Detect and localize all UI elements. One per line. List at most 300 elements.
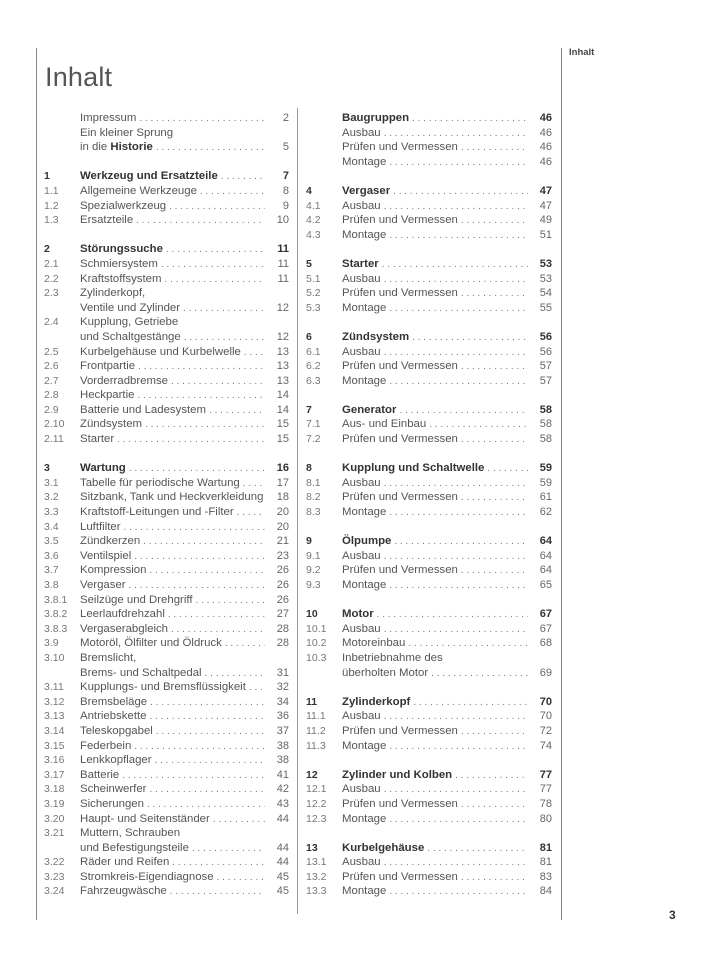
toc-entry[interactable] [44,199,289,214]
toc-entry[interactable] [44,563,289,578]
dot-leader [384,477,528,492]
page-ref: 32 [276,681,289,694]
toc-entry[interactable] [306,359,552,374]
toc-chapter-entry[interactable] [306,184,552,199]
section-number: 11.3 [306,739,326,752]
toc-entry[interactable] [44,884,289,899]
entry-title: Frontpartie [80,360,136,373]
dot-leader [129,462,265,477]
entry-title: Prüfen und Vermessen [342,287,458,300]
toc-entry[interactable] [306,374,552,389]
dot-leader [389,156,528,171]
entry-title: Fahrzeugwäsche [80,885,167,898]
toc-chapter-entry[interactable] [306,768,552,783]
toc-entry[interactable] [44,622,289,637]
toc-entry[interactable] [44,578,289,593]
toc-chapter-entry[interactable] [306,257,552,272]
section-number: 11.1 [306,710,326,723]
entry-title: Bremslicht, [80,651,137,664]
dot-leader [384,200,528,215]
entry-title: Ausbau [342,345,381,358]
section-number: 13.1 [306,856,327,869]
toc-entry[interactable] [306,870,552,885]
toc-chapter-entry[interactable] [306,403,552,418]
section-number: 3.14 [44,724,65,737]
toc-chapter-entry[interactable] [44,169,289,184]
entry-title: Montage [342,579,387,591]
page-ref: 26 [276,593,289,606]
toc-entry[interactable] [306,345,552,360]
page-ref: 11 [277,272,289,285]
toc-section [306,461,552,519]
section-number: 13.3 [306,885,327,898]
entry-title: Impressum [80,112,137,124]
entry-title: Generator [342,403,397,416]
section-number: 5.3 [306,301,321,314]
page-ref: 70 [539,695,552,708]
dot-leader [389,885,528,900]
entry-title: Zündkerzen [80,535,141,548]
toc-chapter-entry[interactable] [306,841,552,856]
toc-entry[interactable] [306,417,552,432]
page-ref: 44 [276,856,289,869]
page-ref: 64 [539,549,552,562]
dot-leader [487,462,528,477]
toc-entry[interactable] [44,257,289,272]
page-ref: 46 [539,112,552,124]
toc-entry[interactable] [44,768,289,783]
dot-leader [149,564,265,579]
dot-leader [149,783,265,798]
dot-leader [394,535,528,550]
toc-entry[interactable] [306,636,552,651]
dot-leader [389,579,528,594]
entry-title: Muttern, Schrauben [80,827,181,840]
toc-entry[interactable] [306,797,552,812]
dot-leader [389,740,528,755]
entry-title: überholten Motor [342,666,429,679]
dot-leader [377,608,528,623]
toc-entry[interactable] [44,812,289,827]
dot-leader [384,346,528,361]
toc-entry[interactable] [44,841,289,856]
toc-entry[interactable] [44,213,289,228]
section-number: 12 [306,768,318,781]
dot-leader [171,623,265,638]
toc-entry [44,126,289,141]
toc-entry[interactable] [306,724,552,739]
toc-entry[interactable] [44,607,289,622]
page-ref: 65 [539,579,552,591]
toc-right-column [306,111,552,914]
section-number: 1.1 [44,184,59,197]
section-number: 3.18 [44,783,65,796]
entry-title: Prüfen und Vermessen [342,360,458,373]
section-number: 3.10 [44,651,65,664]
dot-leader [249,681,265,696]
toc-entry[interactable] [44,782,289,797]
entry-title: Prüfen und Vermessen [342,141,458,154]
dot-leader [461,491,528,506]
toc-entry[interactable] [44,636,289,651]
page-ref: 44 [276,841,289,854]
entry-title: Heckpartie [80,389,135,402]
entry-title: Leerlaufdrehzahl [80,608,165,621]
section-number: 3.22 [44,856,65,869]
page-ref: 18 [276,491,289,504]
toc-entry[interactable] [306,476,552,491]
toc-entry[interactable] [44,359,289,374]
toc-entry[interactable] [306,213,552,228]
page-ref: 51 [539,228,552,241]
page-ref: 20 [276,520,289,533]
entry-title: Prüfen und Vermessen [342,797,458,810]
entry-title: Ausbau [342,710,381,723]
section-number: 13.2 [306,870,327,883]
toc-chapter-entry[interactable] [306,534,552,549]
dot-leader [205,667,265,682]
dot-leader [168,608,265,623]
page-ref: 58 [539,433,552,446]
page-ref: 83 [539,870,552,883]
toc-entry[interactable] [306,126,552,141]
section-number: 9.1 [306,549,321,562]
dot-leader [200,185,265,200]
entry-title: Werkzeug und Ersatzteile [80,170,218,183]
entry-title: Montage [342,812,387,825]
section-number: 3.8.1 [44,593,68,606]
dot-leader [225,637,265,652]
toc-entry[interactable] [44,680,289,695]
dot-leader [145,418,265,433]
toc-entry[interactable] [306,490,552,505]
toc-entry[interactable] [44,374,289,389]
toc-entry[interactable] [306,140,552,155]
toc-section [306,607,552,680]
entry-title: Federbein [80,739,132,752]
dot-leader [117,433,265,448]
toc-entry[interactable] [44,520,289,535]
toc-entry[interactable] [306,301,552,316]
toc-chapter-entry[interactable] [306,111,552,126]
toc-entry[interactable] [306,199,552,214]
page-ref: 59 [539,462,552,475]
section-number: 4.2 [306,214,321,227]
toc-entry[interactable] [44,432,289,447]
section-number: 3.13 [44,710,65,723]
toc-entry[interactable] [44,797,289,812]
toc-entry[interactable] [44,534,289,549]
section-number: 2.6 [44,360,59,373]
toc-chapter-entry[interactable] [306,330,552,345]
section-number: 2.5 [44,345,59,358]
section-number: 13 [306,841,318,854]
page-ref: 72 [539,724,552,737]
page-ref: 78 [539,797,552,810]
section-number: 3.19 [44,797,65,810]
toc-entry[interactable] [44,272,289,287]
toc-entry[interactable] [306,228,552,243]
section-number: 6.2 [306,360,321,373]
dot-leader [166,243,265,258]
entry-title: Kompression [80,564,147,577]
dot-leader [196,594,266,609]
page-ref: 23 [276,549,289,562]
section-number: 10.3 [306,651,327,664]
section-number: 3 [44,462,50,475]
toc-entry[interactable] [44,724,289,739]
section-number: 5.1 [306,272,321,285]
page-ref: 62 [539,506,552,519]
dot-leader [209,404,265,419]
page-ref: 28 [276,637,289,650]
page-ref: 46 [539,155,552,168]
page-ref: 77 [539,783,552,796]
toc-entry[interactable] [44,417,289,432]
toc-entry[interactable] [306,563,552,578]
section-number: 2.11 [44,433,64,446]
toc-entry[interactable] [306,855,552,870]
toc-entry[interactable] [306,549,552,564]
dot-leader [183,302,265,317]
entry-title: Räder und Reifen [80,856,170,869]
dot-leader [413,696,528,711]
dot-leader [243,477,265,492]
toc-entry[interactable] [306,884,552,899]
page-ref: 84 [539,885,552,898]
section-number: 11.2 [306,724,326,737]
toc-entry[interactable] [44,490,289,505]
toc-entry[interactable] [44,666,289,681]
entry-title: Prüfen und Vermessen [342,564,458,577]
toc-entry[interactable] [306,739,552,754]
dot-leader [461,360,528,375]
dot-leader [455,769,528,784]
page-ref: 70 [539,710,552,723]
toc-entry[interactable] [44,695,289,710]
toc-entry[interactable] [306,578,552,593]
entry-title: Montage [342,506,387,519]
toc-entry[interactable] [44,505,289,520]
section-number: 3.9 [44,637,59,650]
toc-entry[interactable] [44,301,289,316]
page-ref: 64 [539,535,552,548]
section-number: 10.1 [306,622,327,635]
toc-entry[interactable] [44,855,289,870]
toc-entry[interactable] [306,622,552,637]
toc-section [306,257,552,315]
toc-chapter-entry[interactable] [306,461,552,476]
page-ref: 81 [539,841,552,854]
toc-entry[interactable] [44,388,289,403]
section-number: 2.9 [44,403,59,416]
dot-leader [164,273,265,288]
page-ref: 41 [276,768,289,781]
toc-entry[interactable] [306,666,552,681]
entry-title: Vergaserabgleich [80,622,169,635]
section-number: 10 [306,608,318,621]
dot-leader [461,725,528,740]
entry-title: Ausbau [342,199,381,212]
entry-title: Batterie [80,768,120,781]
toc-chapter-entry[interactable] [44,242,289,257]
section-number: 2.1 [44,257,59,270]
page-ref: 14 [276,389,289,402]
entry-title: Kurbelgehäuse und Kurbelwelle [80,345,241,358]
page-ref: 81 [539,856,552,869]
page-ref: 64 [539,564,552,577]
page-ref: 28 [276,622,289,635]
toc-entry[interactable] [44,184,289,199]
toc-section [306,768,552,826]
toc-entry [44,286,289,301]
section-number: 3.20 [44,812,65,825]
toc-entry[interactable] [44,739,289,754]
page-ref: 58 [539,418,552,431]
entry-title: Kraftstoffsystem [80,272,162,285]
toc-chapter-entry[interactable] [306,607,552,622]
section-number: 5 [306,257,312,270]
section-number: 3.21 [44,827,65,840]
dot-leader [389,302,528,317]
toc-entry[interactable] [44,870,289,885]
section-number: 3.16 [44,754,65,767]
toc-entry[interactable] [44,549,289,564]
entry-title: Baugruppen [342,112,410,124]
page-ref: 74 [539,739,552,752]
page-ref: 36 [276,710,289,723]
entry-title: Schmiersystem [80,257,158,270]
dot-leader [382,258,528,273]
entry-title: Inbetriebnahme des [342,651,443,664]
page-ref: 38 [276,754,289,767]
toc-entry[interactable] [306,782,552,797]
page-ref: 59 [539,476,552,489]
entry-title: Luftfilter [80,520,121,533]
page-ref: 37 [276,724,289,737]
toc-section [44,242,289,446]
toc-entry[interactable] [306,155,552,170]
page-ref: 46 [539,126,552,139]
entry-title: Zylinderkopf [342,695,411,708]
page-ref: 12 [276,301,289,314]
toc-entry[interactable] [306,505,552,520]
entry-title-emphasis: Historie [110,141,153,154]
entry-title: Montage [342,155,387,168]
entry-title: Zündsystem [342,330,410,343]
dot-leader [389,229,528,244]
entry-title: Motoreinbau [342,637,406,650]
toc-section [306,403,552,447]
section-number: 6.1 [306,345,321,358]
entry-title: Sicherungen [80,797,144,810]
toc-section [44,461,289,899]
dot-leader [384,273,528,288]
entry-title: Ausbau [342,549,381,562]
entry-title: Zylinder und Kolben [342,768,453,781]
toc-chapter-entry[interactable] [44,461,289,476]
page-ref: 10 [276,214,289,227]
entry-title: Ausbau [342,126,381,139]
page-ref: 77 [539,768,552,781]
toc-entry[interactable] [306,286,552,301]
section-number: 3.1 [44,476,59,489]
right-margin-rule [561,48,562,920]
dot-leader [156,141,265,156]
page-ref: 12 [276,330,289,343]
toc-entry[interactable] [306,272,552,287]
dot-leader [147,798,265,813]
dot-leader [384,623,528,638]
toc-entry[interactable] [44,403,289,418]
toc-entry[interactable] [44,345,289,360]
toc-chapter-entry[interactable] [306,695,552,710]
page-ref: 46 [539,141,552,154]
page-ref: 56 [539,330,552,343]
running-head: Inhalt [569,47,595,58]
toc-entry[interactable] [44,330,289,345]
toc-entry[interactable] [44,111,289,126]
entry-title: Aus- und Einbau [342,418,427,431]
toc-section [306,695,552,753]
section-number: 3.5 [44,535,59,548]
section-number: 3.4 [44,520,59,533]
section-number: 3.23 [44,870,65,883]
dot-leader [384,550,528,565]
dot-leader [408,637,528,652]
page-ref: 21 [276,535,289,548]
page-ref: 17 [276,476,289,489]
entry-title: Vergaser [342,184,391,197]
entry-title: Kurbelgehäuse [342,841,425,854]
section-number: 8.2 [306,491,321,504]
entry-title: Stromkreis-Eigendiagnose [80,870,214,883]
page-ref: 55 [539,301,552,314]
toc-entry[interactable] [44,753,289,768]
dot-leader [389,375,528,390]
dot-leader [384,783,528,798]
dot-leader [244,346,265,361]
toc-entry[interactable] [306,709,552,724]
page-ref: 13 [276,345,289,358]
dot-leader [155,754,265,769]
dot-leader [217,871,265,886]
toc-entry[interactable] [306,812,552,827]
page-ref: 26 [276,564,289,577]
page-ref: 9 [282,199,289,212]
page-ref: 34 [276,695,289,708]
entry-title: Prüfen und Vermessen [342,870,458,883]
section-number: 2.2 [44,272,59,285]
page-ref: 31 [276,666,289,679]
toc-entry[interactable] [44,140,289,155]
toc-entry[interactable] [44,709,289,724]
dot-leader [393,185,528,200]
section-number: 9 [306,535,312,548]
dot-leader [237,506,265,521]
toc-entry [44,651,289,666]
entry-title: Ein kleiner Sprung [80,126,174,139]
page-ref: 56 [539,345,552,358]
section-number: 12.1 [306,783,327,796]
dot-leader [134,740,265,755]
toc-section [306,111,552,169]
toc-entry[interactable] [306,432,552,447]
entry-title [80,140,153,155]
toc-entry[interactable] [44,593,289,608]
toc-entry[interactable] [44,476,289,491]
page-ref: 45 [276,870,289,883]
